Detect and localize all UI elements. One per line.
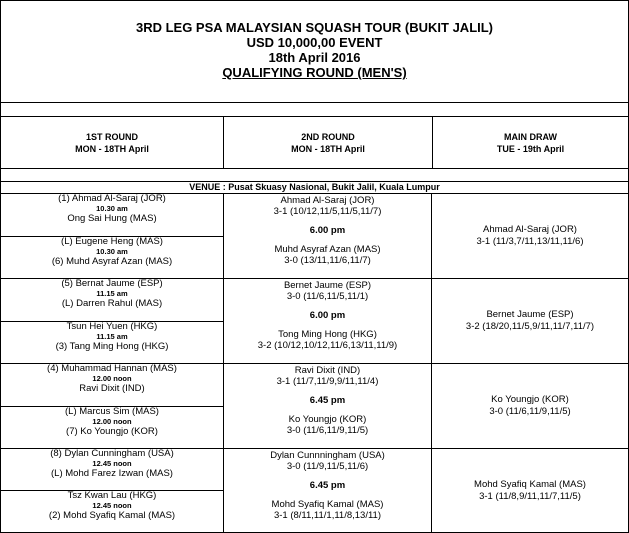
spacer-row: [1, 103, 628, 117]
event-date: 18th April 2016: [268, 50, 361, 65]
round2-cell: [224, 449, 432, 532]
event-round: QUALIFYING ROUND (MEN'S): [222, 65, 407, 80]
player-one: Tsun Hei Yuen (HKG): [66, 320, 158, 332]
round2-time: 6.45 pm: [309, 480, 346, 491]
round2-score: 3-0 (11/6,11/5,11/1): [286, 291, 369, 302]
draw-groups: [1, 194, 628, 532]
main-draw-score: 3-1 (11/8,9/11,11/7,11/5): [479, 490, 581, 502]
round2-score: 3-1 (8/11,11/1,11/8,13/11): [273, 510, 382, 521]
round1-match: [1, 321, 223, 364]
player-two: (L) Darren Rahul (MAS): [61, 298, 163, 309]
main-draw-score: 3-0 (11/6,11/9,11/5): [489, 406, 571, 417]
player-one: (L) Marcus Sim (MAS): [65, 405, 159, 417]
round1-cell: [1, 194, 224, 278]
main-draw-score: 3-1 (11/3,7/11,13/11,11/6): [476, 236, 584, 247]
main-draw-player: Ko Youngjo (KOR): [491, 394, 569, 405]
round2-cell: [224, 279, 432, 363]
header-round1-title: 1ST ROUND: [85, 131, 138, 142]
player-two: (2) Mohd Syafiq Kamal (MAS): [48, 510, 176, 521]
header-main-draw-date: TUE - 19th April: [496, 143, 565, 154]
header-main-draw-title: MAIN DRAW: [504, 131, 557, 142]
player-two: (6) Muhd Asyraf Azan (MAS): [51, 255, 173, 267]
match-time: 12.45 noon: [92, 501, 132, 510]
column-headers: [1, 117, 628, 169]
round2-winner: Dylan Cunnningham (USA): [270, 450, 385, 461]
round1-match: [1, 364, 223, 406]
venue-row: VENUE : Pusat Skuasy Nasional, Bukit Jalil, Kuala Lumpur: [1, 182, 628, 194]
player-two: Ong Sai Hung (MAS): [67, 213, 157, 224]
round2-score: 3-2 (10/12,10/12,11/6,13/11,11/9): [257, 340, 398, 351]
event-prize: USD 10,000,00 EVENT: [246, 35, 383, 50]
round1-match: [1, 194, 223, 236]
round1-match: [1, 236, 223, 279]
round2-score: 3-1 (11/7,11/9,9/11,11/4): [276, 376, 379, 387]
header-round1-date: MON - 18TH April: [75, 143, 149, 154]
player-one: (5) Bernat Jaume (ESP): [61, 278, 163, 289]
round2-winner: Ko Youngjo (KOR): [288, 414, 367, 425]
match-time: 12.00 noon: [92, 374, 132, 383]
main-draw-score: 3-2 (18/20,11/5,9/11,11/7,11/7): [465, 321, 595, 332]
draw-group: [1, 449, 628, 532]
main-draw-player: Mohd Syafiq Kamal (MAS): [474, 478, 586, 490]
round2-winner: Ahmad Al-Saraj (JOR): [280, 195, 375, 206]
player-one: Tsz Kwan Lau (HKG): [67, 490, 157, 501]
round2-score: 3-0 (11/9,11/5,11/6): [286, 461, 369, 472]
draw-group: [1, 364, 628, 449]
player-one: (1) Ahmad Al-Saraj (JOR): [58, 193, 166, 204]
main-draw-cell: [432, 194, 628, 278]
round2-score: 3-0 (13/11,11/6,11/7): [284, 255, 371, 266]
round2-winner: Tong Ming Hong (HKG): [278, 329, 377, 340]
round1-cell: [1, 279, 224, 363]
match-time: 11.15 am: [96, 289, 128, 298]
round2-winner: Ravi Dixit (IND): [294, 365, 361, 376]
main-draw-cell: [432, 364, 628, 448]
match-time: 10.30 am: [96, 246, 128, 256]
round2-score: 3-0 (11/6,11/9,11/5): [286, 425, 369, 436]
round1-match: [1, 279, 223, 321]
header-main-draw: [433, 117, 628, 168]
round2-cell: [224, 194, 432, 278]
round1-cell: [1, 364, 224, 448]
main-draw-player: Bernet Jaume (ESP): [486, 309, 574, 320]
match-time: 10.30 am: [96, 204, 128, 213]
player-one: (L) Eugene Heng (MAS): [61, 235, 163, 247]
player-two: (L) Mohd Farez Izwan (MAS): [51, 468, 173, 479]
player-two: (3) Tang Ming Hong (HKG): [55, 340, 169, 352]
draw-group: [1, 279, 628, 364]
player-one: (4) Muhammad Hannan (MAS): [47, 363, 177, 374]
round2-score: 3-1 (10/12,11/5,11/5,11/7): [273, 206, 382, 217]
round2-winner: Mohd Syafiq Kamal (MAS): [271, 499, 384, 510]
match-time: 12.45 noon: [92, 459, 132, 468]
header-round2-title: 2ND ROUND: [301, 131, 355, 142]
main-draw-player: Ahmad Al-Saraj (JOR): [483, 224, 577, 235]
main-draw-cell: [432, 449, 628, 532]
player-one: (8) Dylan Cunningham (USA): [50, 448, 174, 459]
header-round2-date: MON - 18TH April: [291, 143, 365, 154]
header-round2: [224, 117, 433, 168]
match-time: 12.00 noon: [92, 416, 132, 426]
main-draw-cell: [432, 279, 628, 363]
event-title: 3RD LEG PSA MALAYSIAN SQUASH TOUR (BUKIT JALIL): [135, 20, 494, 35]
round2-time: 6.00 pm: [309, 225, 346, 236]
round1-cell: [1, 449, 224, 532]
title-block: [1, 1, 628, 103]
spacer-row: [1, 169, 628, 182]
round2-winner: Muhd Asyraf Azan (MAS): [274, 244, 381, 255]
player-two: (7) Ko Youngjo (KOR): [66, 425, 158, 437]
round2-winner: Bernet Jaume (ESP): [283, 280, 372, 291]
round1-match: [1, 490, 223, 532]
round2-cell: [224, 364, 432, 448]
round1-match: [1, 449, 223, 490]
draw-group: [1, 194, 628, 279]
round1-match: [1, 406, 223, 449]
round2-time: 6.45 pm: [309, 395, 346, 406]
player-two: Ravi Dixit (IND): [79, 383, 145, 394]
round2-time: 6.00 pm: [309, 310, 346, 321]
header-round1: [1, 117, 224, 168]
match-time: 11.15 am: [96, 331, 128, 341]
